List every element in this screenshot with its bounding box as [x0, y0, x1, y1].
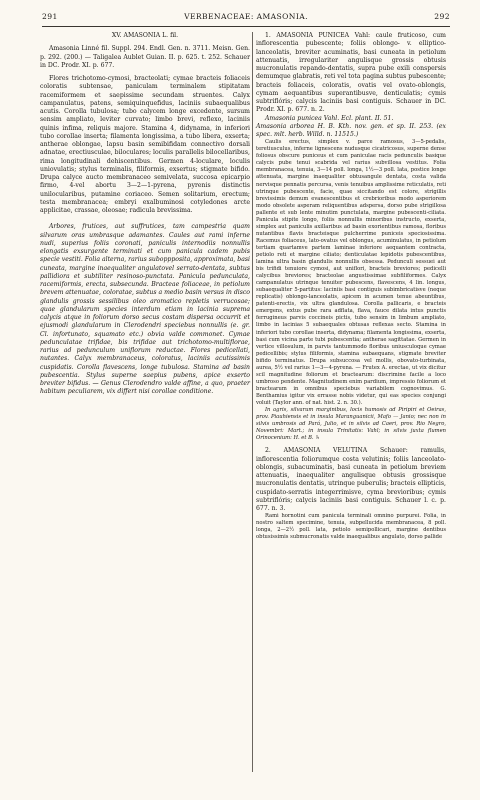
species-2-diagnosis: 2. AMASONIA VELUTINA Schauer: ramulis, inflorescentia foliorumque costa velutinis; foliis lanceolato-oblongis, subacuminatis, basi cuneata in petiolum breviem attenuatis, inaequaliter angulisque obtusis grossisque mucronulatis dentatis, utrinque puberulis; bracteis ellipticis, cuspidato-serratis integerrimisve, cyma brevioribus; cymis subtriflóris; calycis laciniis basi contiguis. Schauer l. c. p. 677. n. 3. [256, 447, 446, 513]
generic-description: Flores trichotomo-cymosi, bracteolati; cymae bracteis foliaceis coloratis subtensae, paniculam terminalem stipitatam racemiformem et saepissime secundam struentes. Calyx campanulatus, patens, semiquinquefidus, laciniis subaequalibus acutis. Corolla tubulosa; tubo calycem longe excedente, sursum sensim ampliato, leviter curvato; limbo brevi, reflexo, laciniis quinis infima, reliquis majore. Stamina 4, didynama, in inferiori tubo corollae inserta; filamenta longissima, a tubo libera, exserta; antherae oblongae, lapsu basin semibifidam connectivo dorsali adnatae, erectiusculae, biloculares; loculis parallelis bilocellaribus, rima longitudinali dehiscentibus. Germen 4-loculare, loculis uniovulatis; stylus terminalis, filiformis, exsertus; stigmate bifido. Drupa calyce aucto membranaceo semivelata, succosa epicarpio firmo, 4-vel abortu 3—2—1-pyrena, pyrenis distinctis unilocularibus, putamine coriaceo. Semen solitarium, erectum; testa membranacea; embryi exalbuminosi cotyledones arcte applicitae, crassae, oleosae; radicula brevissima. [40, 75, 250, 214]
genus-synonymy: Amasonia Linné fil. Suppl. 294. Endl. Gen. n. 3711. Meisn. Gen. p. 292. (200.) — Taligalea Aublet Guian. II. p. 625. t. 252. Schauer in DC. Prodr. XI. p. 677. [40, 45, 250, 69]
header-rule [42, 26, 450, 27]
left-column [40, 32, 250, 397]
genus-title: XV. AMASONIA L. fil. [111, 32, 179, 39]
right-column [256, 32, 446, 541]
running-title: VERBENACEAE: AMASONIA. [184, 12, 308, 21]
species-1-diagnosis: 1. AMASONIA PUNICEA Vahl: caule fruticoso, cum inflorescentia pubescente; foliis oblongo- v. elliptico-lanceolatis, breviter acuminatis, basi cuneata in petiolum attenuatis, irregulariter angulisque grossis obtusis mucronulatis repando-dentatis, supra pube exili conspersis demumque glabratis, reti vel tota pagina subtus pubescente; bracteis foliaceis, coloratis, ovatis vel ovato-oblongis, cymam aequantibus superantibusve, denticulatis; cymis subtriflóris; calycis laciniis basi contiguis. Schauer in DC. Prodr. XI. p. 677. n. 2. [256, 32, 446, 114]
species-1-synonyms: Amasonia punicea Vahl. Ecl. plant. II. 51. Amasonia arborea H. B. Kth. nov. gen. et sp. II. 253. (ex spec. mlt. herb. Willd. n. 11515.) [256, 114, 446, 138]
habit-description: Arbores, frutices, aut suffrutices, tam campestria quam silvarum oras umbrasque adamantes. Caules aut rami inferne nudi, superius foliis coronati, paniculis internodiis nonnullis elongatis exsurgente terminati et cum panicula cadem pubis specie vestiti. Folia alterna, rarius suboppposita, approximata, basi cuneata, margine inaequaliter angulatovel serrato-dentata, subtus pallidiora et subtiliter resinoso-punctata. Panicula pedunculata, racemiformis, erecta, subsecunda. Bracteae foliaceae, in petiolum brevem attenuatae, coloratae, subtus a medio basin versus in disco glandulis grossis sessilibus oleo aromatico repletis verrucosae; quae glandularum species interdum etiam in lacinia suprema calycis atque in foliorum dorso secus costam dispersa occurrit et ejusmodi glandularum in Clerodendri speciebus nonnullis (e. gr. Cl. infortunato, squamato etc.) obvia valde commonet. Cymae pedunculatae trifidae, bis trifidae aut trichotomo-multiflorae, rarius ad pedunculum uniflorum reductae. Flores pedicellati, nutantes. Calyx membranaceus, coloratus, laciniis acutissimis cuspidatis. Corolla flavescens, longe tubulosa. Stamina ad basin pubescentia. Stylus superne saepius pubens, apice exserto breviter bifidus. — Genus Clerodendro valde affine, a quo, praeter habitum peculiarem, vix differt nisi corollae conditione. [40, 223, 250, 396]
page-number-left: 291 [42, 12, 58, 21]
column-divider [252, 32, 253, 772]
spacer [40, 215, 250, 223]
species-1-description: Caulis erectus, simplex v. parce ramosus, 3—5-pedalis, teretiusculus, inferne lignescens nudusque cicatricosus, superne dense foliosus obscure puniceus et cum paniculae racis pedunculis basique calycis pube tenui scabrida vel rarius subvillosa vestitus. Folia membranacea, tenuia, 3—14 poll. longa, 1½—3 poll. lata, postice longe attenuata, margine inaequaliter obtusangule dentata, costa valida nervisque pennatis percursa, venis tenuibus amplissime reticulatis, reti utrinque pubescente, facie, quae siccitando est colore, strigillis brevissimis demum evanescentibus et crebrioribus modo asperiorem modo obsolete asperam reliquentibus adspersa, dorso pube strigillosa pallente et sub lente minutim punctulata, margine pubescenti-ciliata. Panicula stipite longo, foliis nonnullis minoribus instructo, exserta, simplex aut paniculis axillaribus ad basin exorientibus ramosa, floribus nutantibus flavis bracteisque pulcherrime puniceis speciosissima. Racemus foliaceus, lato-ovatus vel oblongus, acuminulatus, in petiolum tertiam quartamve partem laminae inferiore aequantem contracta, petiolo reti et margine ciliato; denticulatae lepidotis pubescentibus, lamina ultra basin glandulis nonnullis obsessa. Pedunculi sessuei aut bis trifidi tenuiore cymosi, aut uniflori, bracteis breviores; pedicelli calycibus breviores; bracteolae angustissimae subfiliformes. Calyx campanulatus utrinque tenuiter pubescens, flavescens, 4 lin. longus, subaequaliter 5-partitus: laciniis basi contiguis subimbricatisve (neque replicatis) oblongo-lanceolatis, apicem in acumen tenue abeuntibus, patenti-erectis, vix ultra glandulosa. Corolla pallicaris, e bracteis emergens, extus pube rara adflata, flava, fauce dilata intus punctis ferrugineus parvis coccineis pictis, tubo sensim in limbum ampliato, limbo in lacinias 5 subaequales obtusas reflexas secto. Stamina in inferiori tubo corollae inserta, didynama; filamenta longissima, exserta, basi cum vicina parte tubi pubescentia; antherae sagittatae. Germen in vertice villosulum, in parvis tantummodo floribus uniusculoque cymae pedicellibis; stylus filiformis, stamina subaequans, stigmate breviter bifido terminatus. Drupa subsuccosa vel mollis, obovato-turbinata, aurea, 5½ vel rarius 1—3—4-pyrena. — Frutex A. erectae, ut vix dicitur scil magnitudine foliorum et bractearum: discrimine facile a loco umbroso pendente. Magnitudinem enim pardium, impressio foliorum et bractearum in omnibus speciebus variabilem cognovimus. G. Benthamius igitur vix errasse nobis videtur, qui eas species conjungi voluit (Taylor ann. of nat. hist. 2. n. 30.). [256, 139, 446, 406]
running-header [42, 12, 450, 24]
page-number-right: 292 [434, 12, 450, 21]
species-2-description: Rami hornotini cum panicula terminali omnino purpurei. Folia, in nostro saltem specimine, tenuia, subpellucida membranacea, 8 poll. longa, 2—2½ poll. lata, petiolo semipollicari, margine dentibus obtusissimis submucronatis valde inaequalibus angulato, dorso pallide [256, 513, 446, 541]
species-1-habitat: In agris, silvarum marginibus, locis humosis ad Piripiri et Oeiras, prov. Piauhiensis et in insula Maranguanicii, Mafo — Janio; nec non in silvis umbrosis ad Pará, Julio, et in silvis ad Caeri, prov. Rio Negro, Novembri: Mart.; in insula Trinitatis: Vahl; in silvis juxta flumen Orinocenium: H. et B. ♄ [256, 407, 446, 442]
